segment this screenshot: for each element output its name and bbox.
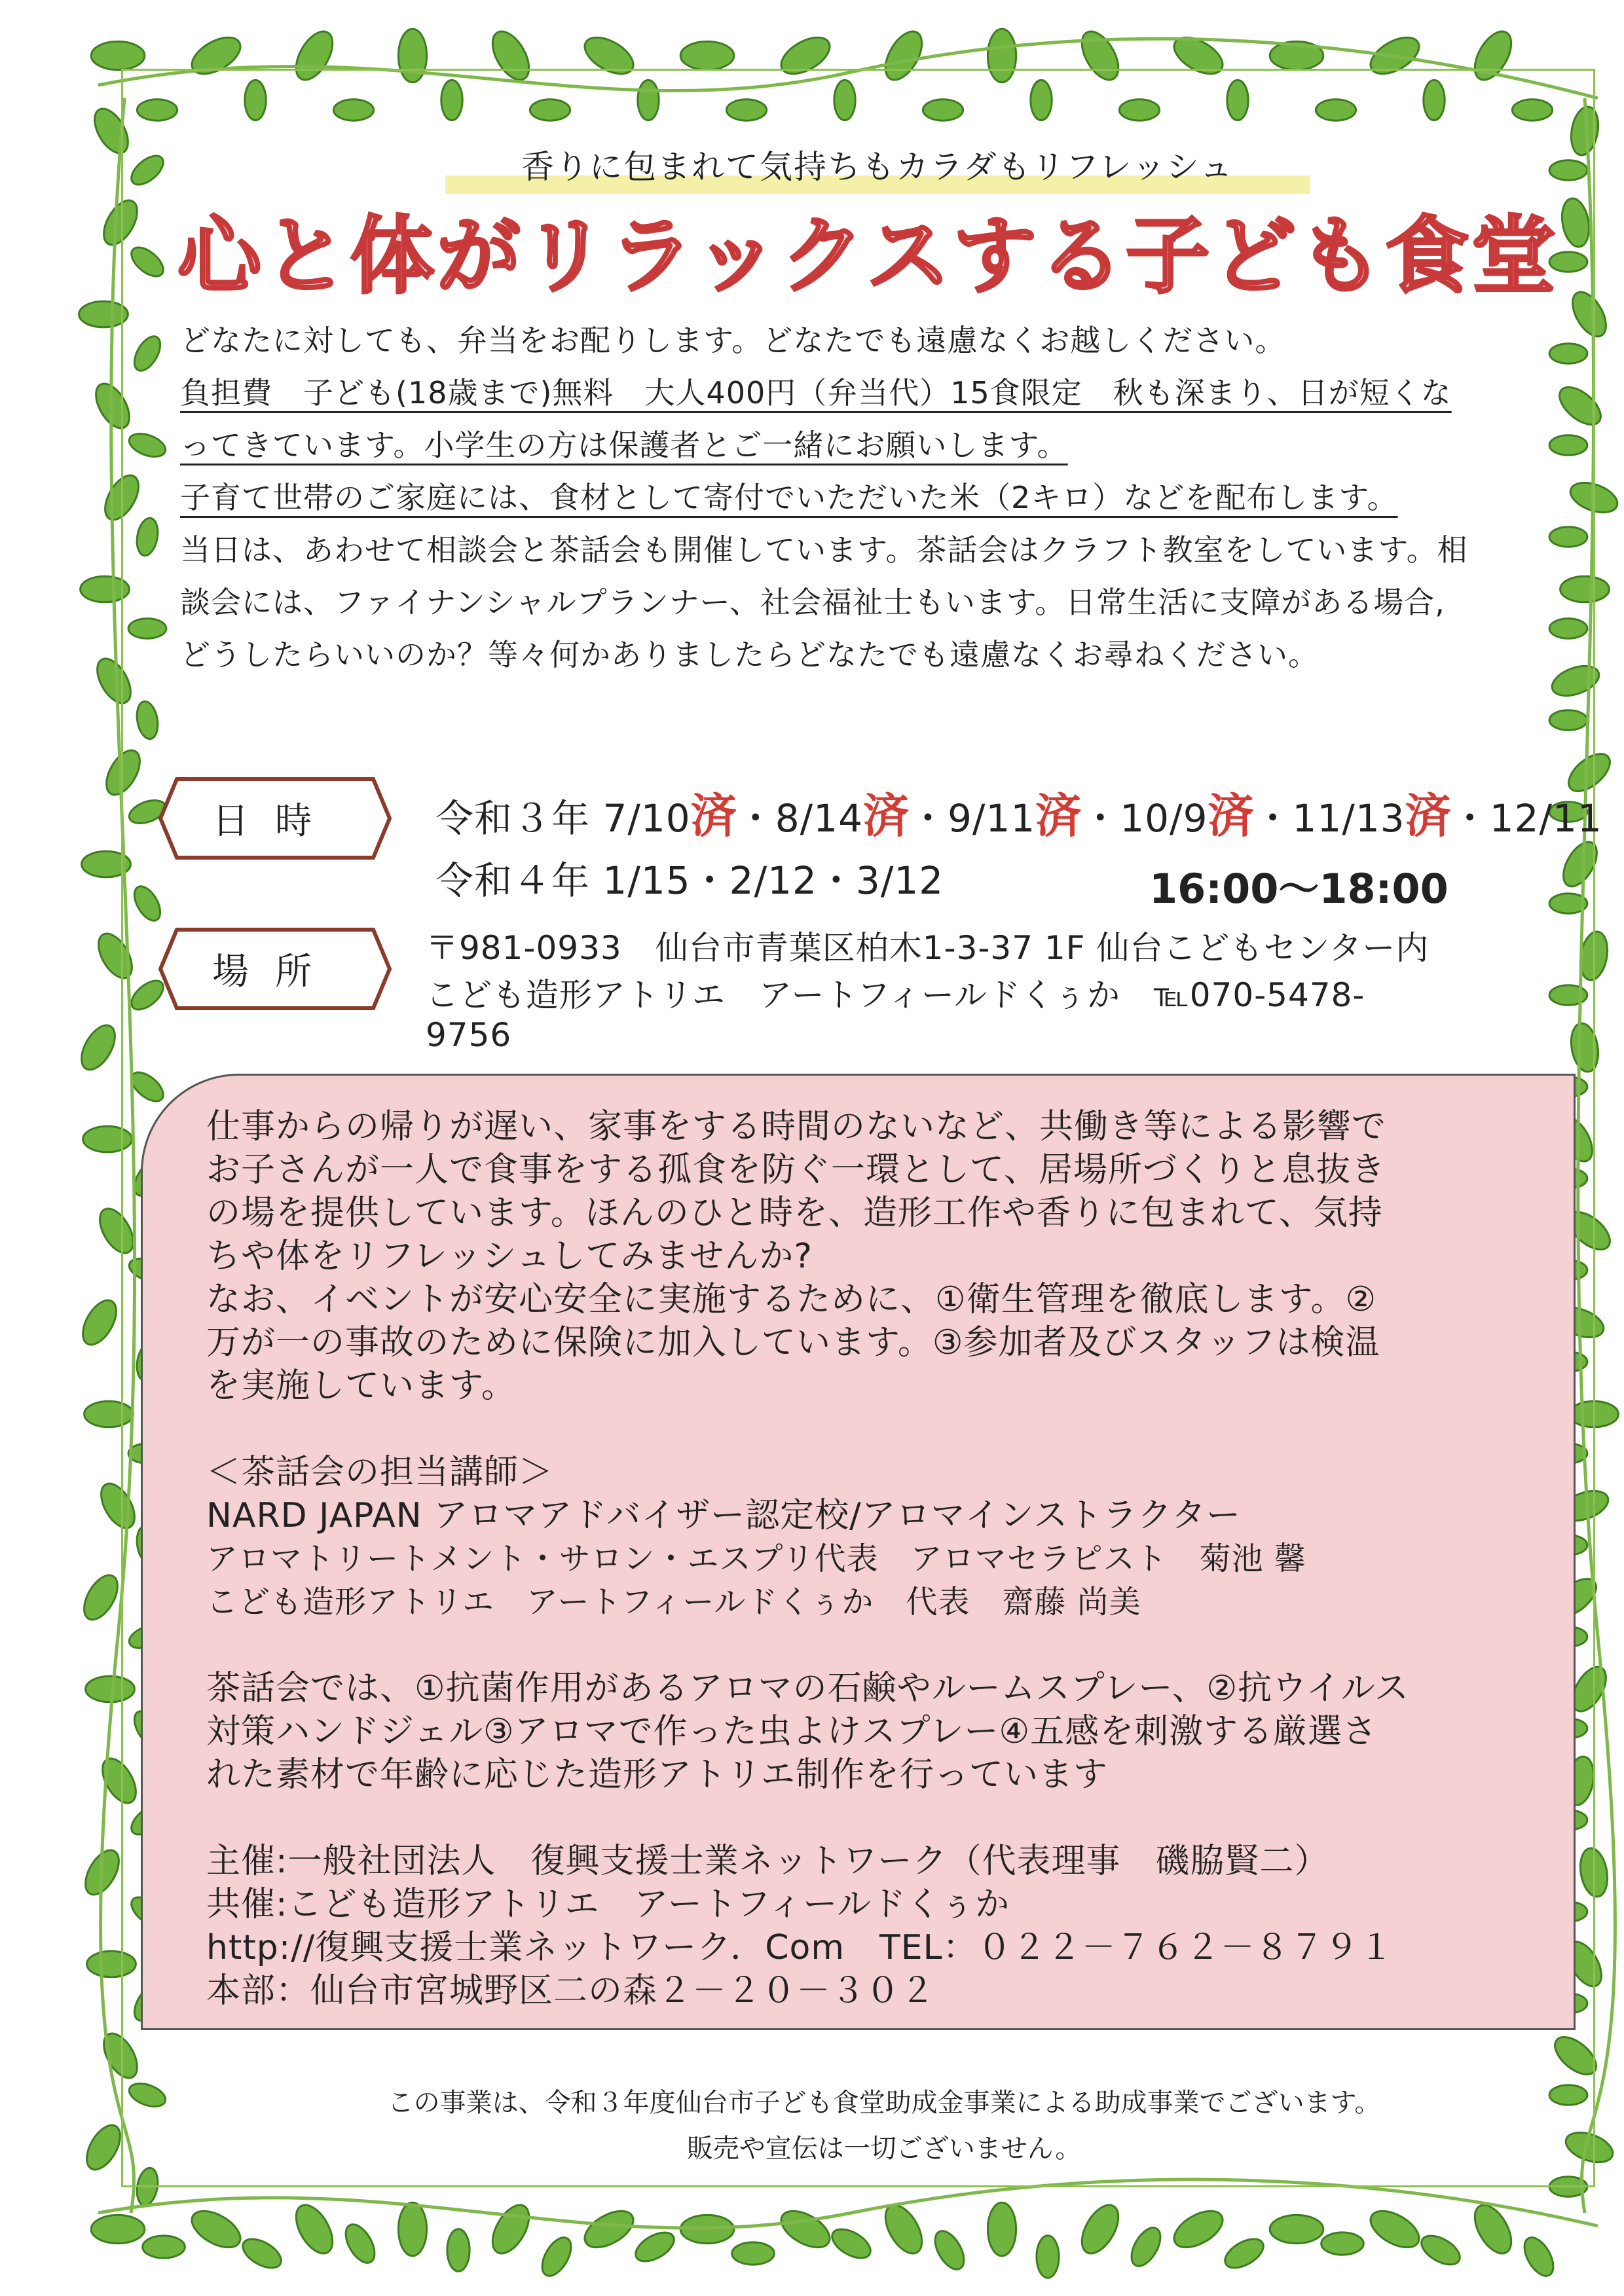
schedule-dates bbox=[602, 789, 1602, 843]
info-line: 万が一の事故のために保険に加入しています。③参加者及びスタッフは検温 bbox=[206, 1323, 1380, 1362]
schedule-year: 令和３年 bbox=[435, 796, 591, 841]
info-line: お子さんが一人で食事をする孤食を防ぐ一環として、居場所づくりと息抜き bbox=[206, 1150, 1386, 1190]
intro-line: 負担費 子ども(18歳まで)無料 大人400円（弁当代）15食限定 秋も深まり、日が短くな bbox=[180, 375, 1452, 410]
info-line: 主催:一般社団法人 復興支援士業ネットワーク（代表理事 磯脇賢二） bbox=[206, 1842, 1329, 1881]
date-separator: ・ bbox=[1253, 796, 1293, 841]
info-line: 本部：仙台市宮城野区二の森２－２０－３０２ bbox=[206, 1971, 936, 2011]
schedule-line-2: 令和４年 1/15・2/12・3/12 bbox=[435, 858, 944, 903]
intro-line: どうしたらいいのか？等々何かありましたらどなたでも遠慮なくお尋ねください。 bbox=[180, 637, 1319, 672]
date-label: 日時 bbox=[212, 800, 338, 843]
date-separator: ・ bbox=[736, 796, 775, 841]
info-line: なお、イベントが安心安全に実施するために、①衛生管理を徹底します。② bbox=[206, 1280, 1377, 1319]
schedule-date: 11/13 bbox=[1292, 796, 1405, 841]
info-line: こども造形アトリエ アートフィールドくぅか 代表 齋藤 尚美 bbox=[206, 1584, 1141, 1620]
schedule-date: 12/11 bbox=[1489, 796, 1602, 841]
intro-line: 子育て世帯のご家庭には、食材として寄付でいただいた米（2キロ）などを配布します。 bbox=[180, 480, 1398, 515]
info-line: アロマトリートメント・サロン・エスプリ代表 アロマセラピスト 菊池 馨 bbox=[206, 1540, 1306, 1577]
schedule-date: 8/14 bbox=[775, 796, 863, 841]
venue-label: 場所 bbox=[212, 951, 338, 993]
intro-line: 談会には、ファイナンシャルプランナー、社会福祉士もいます。日常生活に支障がある場合, bbox=[180, 585, 1445, 620]
info-line: れた素材で年齢に応じた造形アトリエ制作を行っています bbox=[206, 1755, 1108, 1795]
info-line: 茶話会では、①抗菌作用があるアロマの石鹸やルームスプレー、②抗ウイルス bbox=[206, 1669, 1409, 1708]
schedule-line-1 bbox=[435, 779, 1602, 845]
page-title: 心と体がリラックスする子ども食堂 bbox=[177, 208, 1559, 305]
info-line: の場を提供しています。ほんのひと時を、造形工作や香りに包まれて、気持 bbox=[206, 1194, 1383, 1233]
date-separator: ・ bbox=[908, 796, 948, 841]
subtitle: 香りに包まれて気持ちもカラダもリフレッシュ bbox=[521, 148, 1234, 186]
done-stamp: 済 bbox=[1208, 789, 1254, 843]
venue-label-box bbox=[157, 926, 393, 1011]
intro-line: 当日は、あわせて相談会と茶話会も開催しています。茶話会はクラフト教室をしています。相 bbox=[180, 532, 1468, 568]
done-stamp: 済 bbox=[690, 789, 737, 843]
done-stamp: 済 bbox=[862, 789, 909, 843]
info-line: http://復興支援士業ネットワーク．Com TEL：０２２－７６２－８７９１ bbox=[206, 1928, 1394, 1967]
info-line: ちや体をリフレッシュしてみませんか? bbox=[206, 1237, 813, 1276]
done-stamp: 済 bbox=[1405, 789, 1451, 843]
info-line: 共催:こども造形アトリエ アートフィールドくぅか bbox=[206, 1885, 1010, 1924]
date-separator: ・ bbox=[1450, 796, 1490, 841]
info-line: 対策ハンドジェル③アロマで作った虫よけスプレー④五感を刺激する厳選さ bbox=[206, 1712, 1378, 1751]
intro-line: どなたに対しても、弁当をお配りします。どなたでも遠慮なくお越しください。 bbox=[180, 323, 1286, 358]
footer-note: この事業は、令和３年度仙台市子ども食堂助成金事業による助成事業でございます。 bbox=[387, 2088, 1381, 2118]
info-box-text bbox=[206, 1105, 1555, 2013]
schedule-date: 10/9 bbox=[1120, 796, 1208, 841]
intro-line: ってきています。小学生の方は保護者とご一緒にお願いします。 bbox=[180, 428, 1068, 463]
venue-line: 9756 bbox=[426, 1016, 512, 1054]
info-line: 仕事からの帰りが遅い、家事をする時間のないなど、共働き等による影響で bbox=[206, 1107, 1387, 1146]
date-separator: ・ bbox=[1081, 796, 1120, 841]
intro-text bbox=[180, 314, 1575, 681]
info-line: NARD JAPAN アロマアドバイザー認定校/アロマインストラクター bbox=[206, 1496, 1242, 1535]
info-line: ＜茶話会の担当講師＞ bbox=[206, 1453, 554, 1492]
footer-note: 販売や宣伝は一切ございません。 bbox=[686, 2134, 1082, 2164]
schedule-date: 9/11 bbox=[947, 796, 1036, 841]
schedule-time: 16:00～18:00 bbox=[1149, 865, 1449, 913]
venue-line: こども造形アトリエ アートフィールドくぅか ℡070-5478- bbox=[426, 976, 1365, 1014]
info-line: を実施しています。 bbox=[206, 1366, 516, 1406]
date-label-box bbox=[157, 776, 393, 861]
schedule-date: 7/10 bbox=[602, 796, 691, 841]
venue-line: 〒981-0933 仙台市青葉区柏木1-3-37 1F 仙台こどもセンター内 bbox=[426, 929, 1430, 967]
done-stamp: 済 bbox=[1035, 789, 1082, 843]
